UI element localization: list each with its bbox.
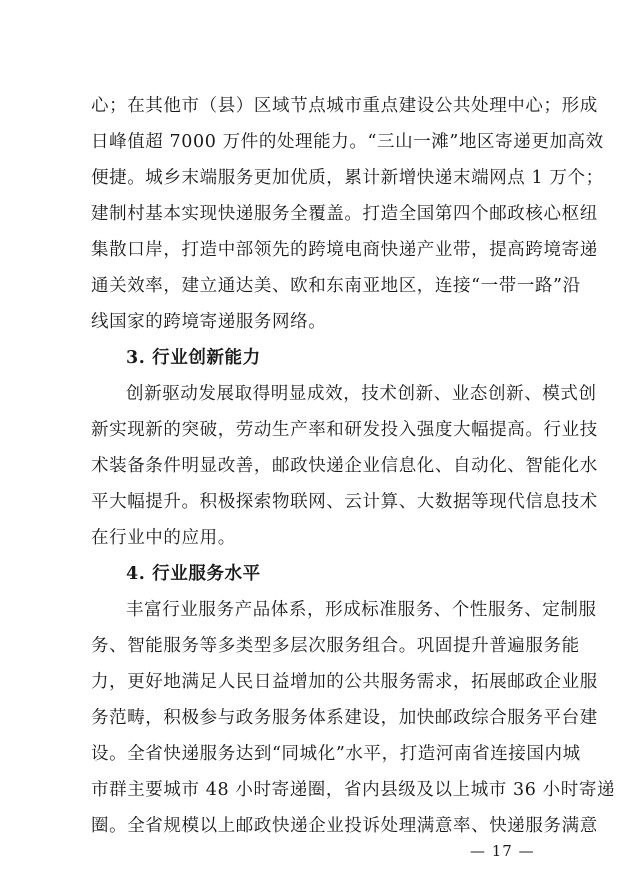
page-number: — 17 — <box>470 842 535 861</box>
paragraph-line: 心；在其他市（县）区域节点城市重点建设公共处理中心；形成 <box>91 96 598 116</box>
paragraph-line: 市群主要城市 48 小时寄递圈，省内县级及以上城市 36 小时寄递 <box>91 780 616 801</box>
paragraph-line: 新实现新的突破，劳动生产率和研发投入强度大幅提高。行业技 <box>91 420 598 441</box>
paragraph-line: 线国家的跨境寄递服务网络。 <box>91 312 327 333</box>
paragraph-line: 建制村基本实现快递服务全覆盖。打造全国第四个邮政核心枢纽 <box>91 204 598 225</box>
paragraph-line: 圈。全省规模以上邮政快递企业投诉处理满意率、快递服务满意 <box>91 816 598 837</box>
paragraph-line: 术装备条件明显改善，邮政快递企业信息化、自动化、智能化水 <box>91 456 598 477</box>
paragraph-line: 务范畴，积极参与政务服务体系建设，加快邮政综合服务平台建 <box>91 708 598 729</box>
paragraph-line: 力，更好地满足人民日益增加的公共服务需求，拓展邮政企业服 <box>91 672 598 693</box>
paragraph-line: 通关效率，建立通达美、欧和东南亚地区，连接“一带一路”沿 <box>91 276 581 297</box>
paragraph-line: 平大幅提升。积极探索物联网、云计算、大数据等现代信息技术 <box>91 492 598 513</box>
paragraph-line: 务、智能服务等多类型多层次服务组合。巩固提升普遍服务能 <box>91 636 580 657</box>
section-heading: 4. 行业服务水平 <box>126 564 261 585</box>
paragraph-line: 集散口岸，打造中部领先的跨境电商快递产业带，提高跨境寄递 <box>91 240 598 261</box>
paragraph-line: 在行业中的应用。 <box>91 528 236 549</box>
section-heading: 3. 行业创新能力 <box>126 348 261 369</box>
paragraph-line: 便捷。城乡末端服务更加优质，累计新增快递末端网点 1 万个； <box>91 168 604 189</box>
paragraph-line: 设。全省快递服务达到“同城化”水平，打造河南省连接国内城 <box>91 744 581 765</box>
paragraph-line: 日峰值超 7000 万件的处理能力。“三山一滩”地区寄递更加高效 <box>91 132 604 153</box>
paragraph-line: 创新驱动发展取得明显成效，技术创新、业态创新、模式创 <box>126 384 597 405</box>
paragraph-line: 丰富行业服务产品体系，形成标准服务、个性服务、定制服 <box>126 600 597 621</box>
